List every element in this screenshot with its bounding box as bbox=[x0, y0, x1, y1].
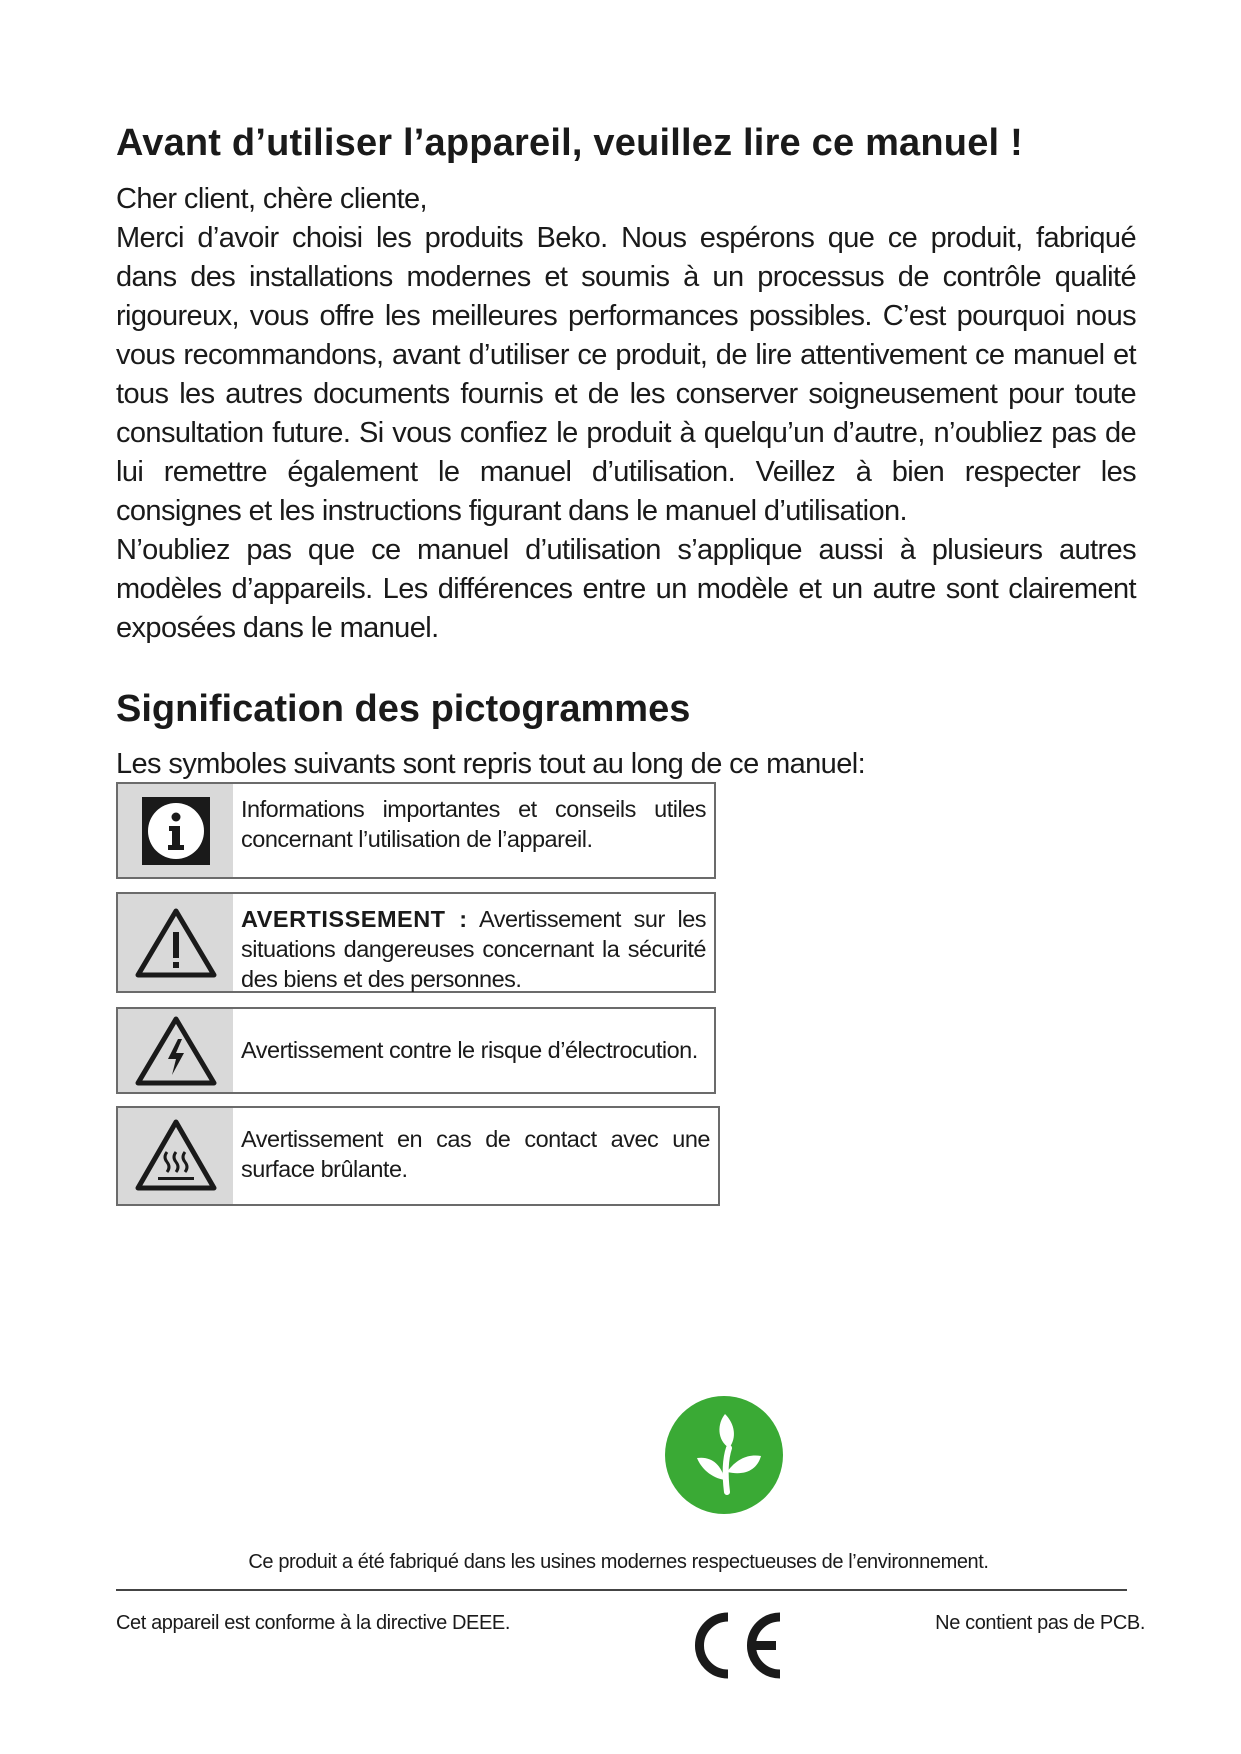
pictogram-row-info bbox=[116, 782, 716, 879]
pictogram-text: Informations importantes et conseils utiles concernant l’utilisation de l’appareil. bbox=[241, 796, 706, 852]
eco-statement: Ce produit a été fabriqué dans les usines modernes respectueuses de l’environnement. bbox=[248, 1551, 989, 1573]
footer-divider bbox=[116, 1589, 1127, 1591]
pcb-statement: Ne contient pas de PCB. bbox=[935, 1612, 1145, 1634]
electric-shock-icon bbox=[118, 1009, 233, 1092]
pictogram-text: Avertissement contre le risque d’électrocution. bbox=[241, 1037, 698, 1063]
leaf-icon bbox=[665, 1396, 783, 1514]
ce-mark-icon bbox=[686, 1607, 789, 1684]
warning-label: AVERTISSEMENT : bbox=[241, 906, 468, 932]
intro-paragraph-2: N’oubliez pas que ce manuel d’utilisation s’applique aussi à plusieurs autres modèles d’appareils. Les différences entre un modèle et un autre sont clairement exposées dans le manuel. bbox=[116, 534, 1136, 644]
warning-text: Avertissement sur les situations dangereuses concernant la sécurité des biens et des personnes. bbox=[241, 906, 707, 992]
page-title: Avant d’utiliser l’appareil, veuillez lire ce manuel ! bbox=[116, 122, 1023, 164]
hot-surface-icon bbox=[118, 1108, 233, 1204]
pictogram-text bbox=[233, 894, 714, 991]
pictograms-heading: Signification des pictogrammes bbox=[116, 688, 691, 730]
pictogram-row-warning bbox=[116, 892, 716, 993]
info-icon bbox=[118, 784, 233, 877]
pictogram-text: Avertissement en cas de contact avec une surface brûlante. bbox=[241, 1126, 710, 1182]
weee-statement: Cet appareil est conforme à la directive DEEE. bbox=[116, 1612, 511, 1634]
pictograms-subheading: Les symboles suivants sont repris tout au long de ce manuel: bbox=[116, 748, 866, 780]
intro-section bbox=[116, 180, 1136, 648]
intro-greeting: Cher client, chère cliente, bbox=[116, 183, 428, 215]
pictogram-row-hot-surface bbox=[116, 1106, 720, 1206]
warning-icon bbox=[118, 894, 233, 991]
pictogram-row-electric bbox=[116, 1007, 716, 1094]
intro-paragraph-1: Merci d’avoir choisi les produits Beko. Nous espérons que ce produit, fabriqué dans des installations modernes et soumis à un processus de contrôle qualité rigoureux, vous offre les meilleures performances possibles. C’est pourquoi nous vous recommandons, avant d’utiliser ce produit, de lire attentivement ce manuel et tous les autres documents fournis et de les conserver soigneusement pour toute consultation future. Si vous confiez le produit à quelqu’un d’autre, n’oubliez pas de lui remettre également le manuel d’utilisation. Veillez à bien respecter les consignes et les instructions figurant dans le manuel d’utilisation. bbox=[116, 222, 1136, 527]
